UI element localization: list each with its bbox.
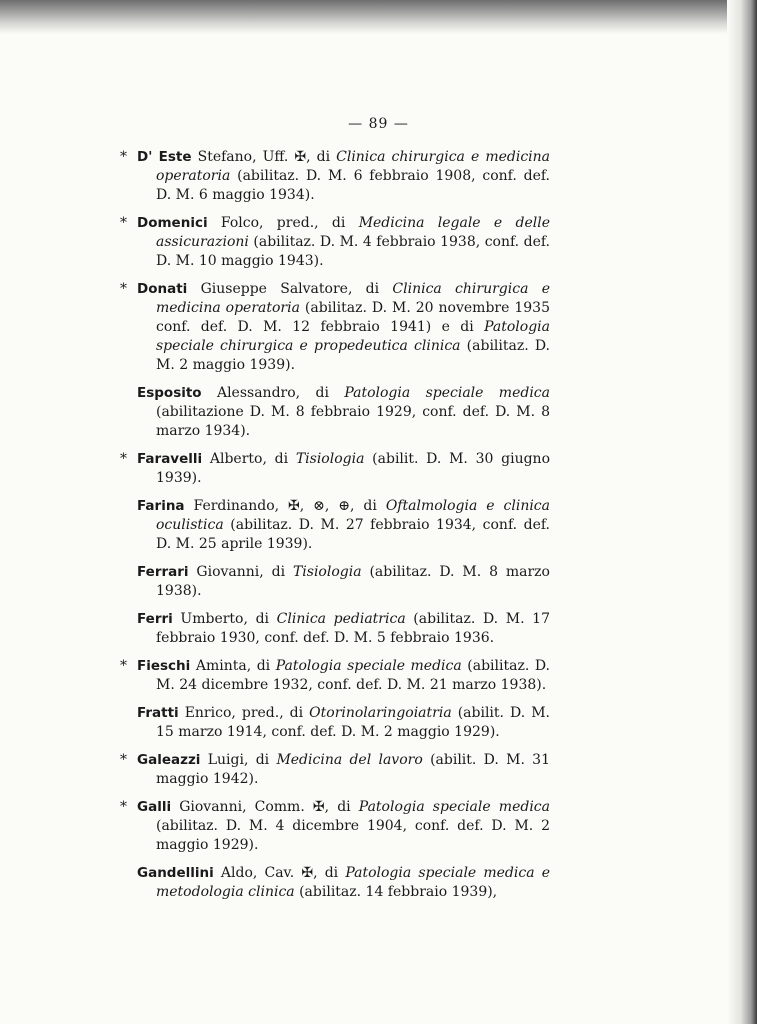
entry-subject: Patologia speciale medica (275, 658, 462, 674)
entry-text: Umberto, di (172, 611, 277, 627)
entry-text: (abilit. D. M. 30 giugno 1939). (156, 451, 551, 486)
entry-text: (abilitaz. D. M. 17 febbraio 1930, conf. def. D. M. 5 febbraio 1936. (156, 611, 550, 646)
entry-surname: Domenici (137, 215, 208, 231)
entry-surname: Donati (137, 281, 188, 297)
entry-star: * (120, 149, 127, 165)
entry-surname: Farina (137, 498, 185, 514)
entry-text: (abilitaz. D. M. 8 marzo 1938). (156, 564, 550, 599)
entry-text: (abilitaz. D. M. 2 maggio 1939). (156, 338, 551, 373)
entry-surname: Gandellini (137, 865, 214, 881)
entry-text: Giovanni, Comm. ✠, di (171, 799, 359, 815)
entry-text: (abilitaz. D. M. 20 novembre 1935 conf. def. D. M. 12 febbraio 1941) e di (156, 300, 550, 335)
entry-subject: Medicina del lavoro (276, 752, 423, 768)
entry-star: * (120, 281, 127, 297)
entry-text: (abilitaz. D. M. 24 dicembre 1932, conf. def. D. M. 21 marzo 1938). (156, 658, 550, 693)
entry-text: (abilit. D. M. 15 marzo 1914, conf. def. D. M. 2 maggio 1929). (156, 705, 550, 740)
entry-text: Luigi, di (200, 752, 277, 768)
entry-surname: Faravelli (137, 451, 203, 467)
entry-subject: Otorinolaringoiatria (309, 705, 452, 721)
entry-text: (abilitazione D. M. 8 febbraio 1929, conf. def. D. M. 8 marzo 1934). (156, 404, 550, 439)
entry-surname: Galli (137, 799, 172, 815)
list-item (118, 864, 550, 902)
list-item (118, 450, 550, 488)
entry-surname: Fieschi (137, 658, 191, 674)
entry-text: (abilitaz. D. M. 4 dicembre 1904, conf. def. D. M. 2 maggio 1929). (156, 818, 550, 853)
entry-surname: Fratti (137, 705, 179, 721)
entry-subject: Tisiologia (295, 451, 365, 467)
list-item (118, 148, 550, 205)
entry-text: Giovanni, di (188, 564, 293, 580)
entry-star: * (120, 799, 127, 815)
entry-text: Aldo, Cav. ✠, di (213, 865, 346, 881)
entry-surname: Ferri (137, 611, 173, 627)
entry-subject: Medicina legale e delle assicurazioni (156, 215, 550, 250)
list-item (118, 610, 550, 648)
entry-text: Giuseppe Salvatore, di (187, 281, 393, 297)
list-item (118, 497, 550, 554)
entry-subject: Clinica pediatrica (276, 611, 406, 627)
entry-text: Alberto, di (202, 451, 296, 467)
entry-subject: Tisiologia (292, 564, 362, 580)
scan-shadow-right (727, 0, 757, 1024)
entry-star: * (120, 451, 127, 467)
entry-star: * (120, 215, 127, 231)
entry-subject: Oftalmologia e clinica oculistica (156, 498, 550, 533)
entry-subject: Patologia speciale medica (358, 799, 550, 815)
entry-list (118, 148, 550, 911)
entry-star: * (120, 752, 127, 768)
entry-text: (abilitaz. 14 febbraio 1939), (294, 884, 498, 900)
list-item (118, 384, 550, 441)
entry-text: Alessandro, di (201, 385, 345, 401)
list-item (118, 704, 550, 742)
list-item (118, 798, 550, 855)
list-item (118, 751, 550, 789)
entry-text: Stefano, Uff. ✠, di (191, 149, 337, 165)
entry-surname: D' Este (137, 149, 192, 165)
entry-subject: Patologia speciale medica (344, 385, 550, 401)
entry-subject: Clinica chirurgica e medicina operatoria (156, 281, 551, 316)
entry-text: Aminta, di (190, 658, 276, 674)
entry-subject: Patologia speciale medica e metodologia clinica (156, 865, 550, 900)
entry-text: (abilitaz. D. M. 27 febbraio 1934, conf. def. D. M. 25 aprile 1939). (156, 517, 550, 552)
scan-shadow-top (0, 0, 757, 34)
list-item (118, 280, 550, 375)
page-number: — 89 — (348, 116, 409, 132)
list-item (118, 657, 550, 695)
list-item (118, 214, 550, 271)
entry-subject: Clinica chirurgica e medicina operatoria (156, 149, 551, 184)
list-item (118, 563, 550, 601)
entry-surname: Ferrari (137, 564, 189, 580)
entry-subject: Patologia speciale chirurgica e propedeutica clinica (156, 319, 550, 354)
entry-surname: Galeazzi (137, 752, 201, 768)
entry-star: * (120, 658, 127, 674)
entry-text: Ferdinando, ✠, ⊗, ⊕, di (184, 498, 386, 514)
entry-text: (abilitaz. D. M. 4 febbraio 1938, conf. def. D. M. 10 maggio 1943). (156, 234, 550, 269)
entry-text: (abilit. D. M. 31 maggio 1942). (156, 752, 550, 787)
entry-text: Folco, pred., di (207, 215, 359, 231)
entry-text: Enrico, pred., di (178, 705, 310, 721)
entry-text: (abilitaz. D. M. 6 febbraio 1908, conf. def. D. M. 6 maggio 1934). (156, 168, 550, 203)
entry-surname: Esposito (137, 385, 202, 401)
